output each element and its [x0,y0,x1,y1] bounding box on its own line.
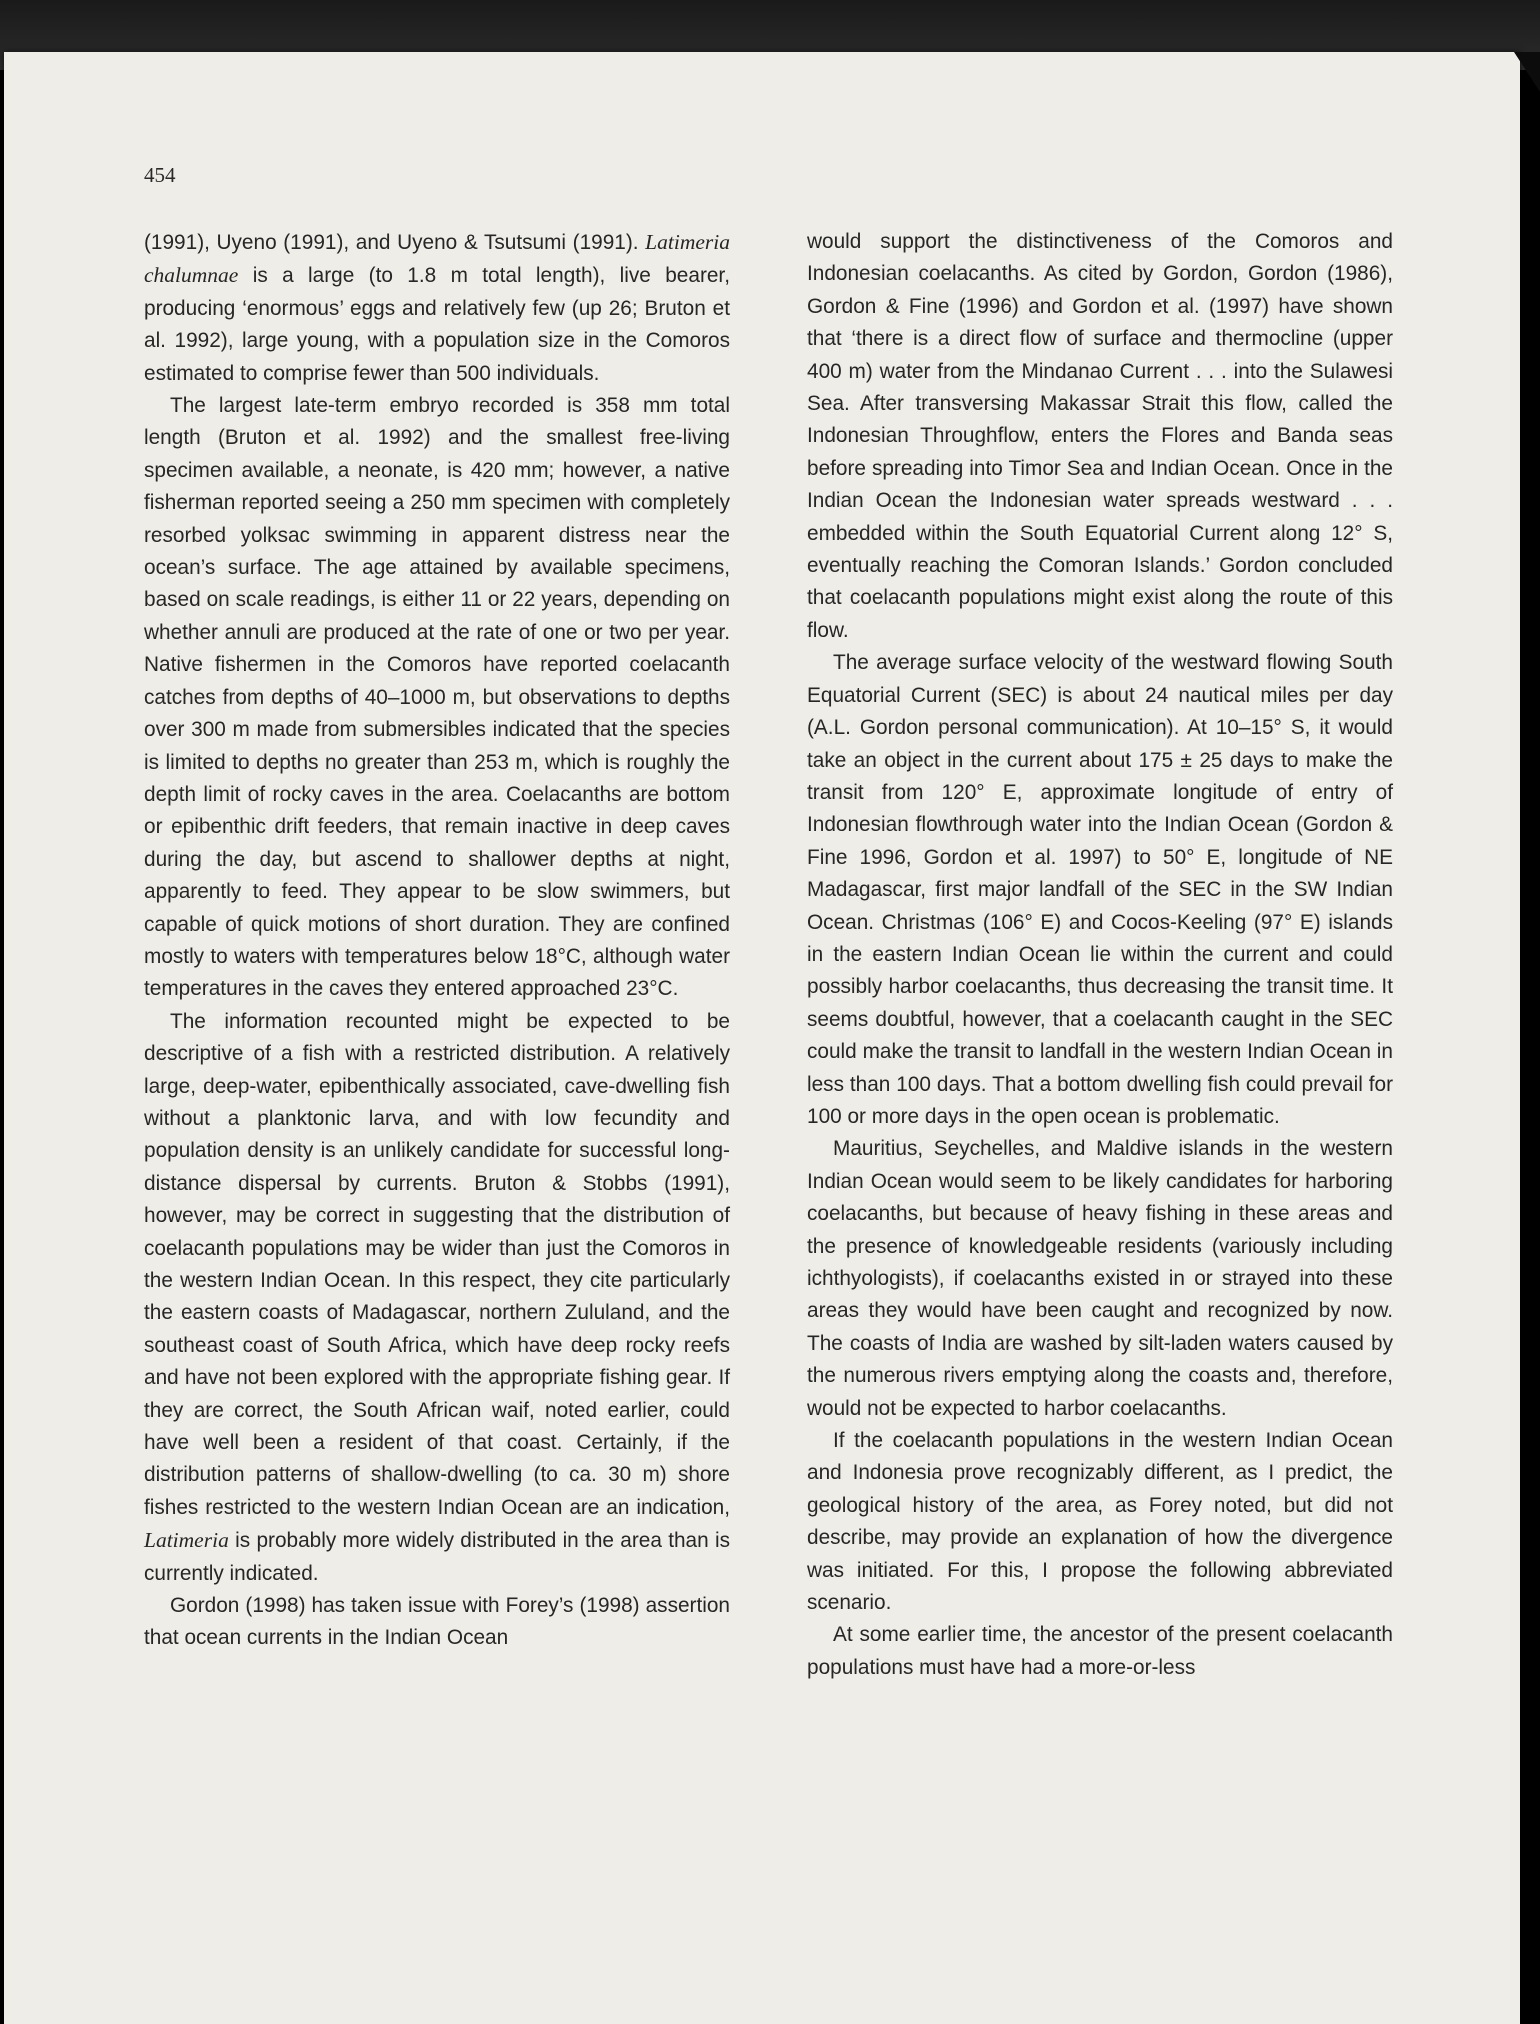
paragraph: The average surface velocity of the westward flowing South Equatorial Current (SEC) is about 24 nautical miles per day (A.L. Gordon personal communication). At 10–15° S, it would take an object in the current about 175 ± 25 days to make the transit from 120° E, approximate longitude of entry of Indonesian flowthrough water into the Indian Ocean (Gordon & Fine 1996, Gordon et al. 1997) to 50° E, longitude of NE Madagascar, first major landfall of the SEC in the SW Indian Ocean. Christmas (106° E) and Cocos-Keeling (97° E) islands in the eastern Indian Ocean lie within the current and could possibly harbor coelacanths, thus decreasing the transit time. It seems doubtful, however, that a coelacanth caught in the SEC could make the transit to landfall in the western Indian Ocean in less than 100 days. That a bottom dwelling fish could prevail for 100 or more days in the open ocean is problematic. [807,651,1393,1128]
paragraph: The largest late-term embryo recorded is 358 mm total length (Bruton et al. 1992) and the smallest free-living specimen available, a neonate, is 420 mm; however, a native fisherman reported seeing a 250 mm specimen with completely resorbed yolksac swimming in apparent distress near the ocean’s surface. The age attained by available specimens, based on scale readings, is either 11 or 22 years, depending on whether annuli are produced at the rate of one or two per year. Native fishermen in the Comoros have reported coelacanth catches from depths of 40–1000 m, but observations to depths over 300 m made from submersibles indicated that the species is limited to depths no greater than 253 m, which is roughly the depth limit of rocky caves in the area. Coelacanths are bottom or epibenthic drift feeders, that remain inactive in deep caves during the day, but ascend to shallower depths at night, apparently to feed. They appear to be slow swimmers, but capable of quick motions of short duration. They are confined mostly to waters with temperatures below 18°C, although water temperatures in the caves they entered approached 23°C. [144,394,730,1001]
genus-name: Latimeria [144,1528,229,1553]
paragraph: Mauritius, Seychelles, and Maldive islands in the western Indian Ocean would seem to be likely candidates for harboring coelacanths, but because of heavy fishing in these areas and the presence of knowledgeable residents (variously including ichthyologists), if coelacanths existed in or strayed into these areas they would have been caught and recognized by now. The coasts of India are washed by silt-laden waters caused by the numerous rivers emptying along the coasts and, therefore, would not be expected to harbor coelacanths. [807,1137,1393,1420]
paragraph: If the coelacanth populations in the western Indian Ocean and Indonesia prove recognizably different, as I predict, the geological history of the area, as Forey noted, but did not describe, may provide an explanation of how the divergence was initiated. For this, I propose the following abbreviated scenario. [807,1429,1393,1615]
page-number: 454 [144,163,176,187]
right-column [807,226,1393,1684]
paragraph: Gordon (1998) has taken issue with Forey’s (1998) assertion that ocean currents in the Indian Ocean [144,1594,730,1650]
paragraph: would support the distinctiveness of the Comoros and Indonesian coelacanths. As cited by Gordon, Gordon (1986), Gordon & Fine (1996) and Gordon et al. (1997) have shown that ‘there is a direct flow of surface and thermocline (upper 400 m) water from the Mindanao Current . . . into the Sulawesi Sea. After transversing Makassar Strait this flow, called the Indonesian Throughflow, enters the Flores and Banda seas before spreading into Timor Sea and Indian Ocean. Once in the Indian Ocean the Indonesian water spreads westward . . . embedded within the South Equatorial Current along 12° S, eventually reaching the Comoran Islands.’ Gordon concluded that coelacanth populations might exist along the route of this flow. [807,230,1393,642]
paragraph: (1991), Uyeno (1991), and Uyeno & Tsutsumi (1991). Latimeria chalumnae is a large (to 1.8 m total length), live bearer, producing ‘enormous’ eggs and relatively few (up 26; Bruton et al. 1992), large young, with a population size in the Comoros estimated to comprise fewer than 500 individuals. [144,230,730,385]
paragraph: At some earlier time, the ancestor of the present coelacanth populations must have had a more-or-less [807,1623,1393,1679]
left-column [144,226,730,1655]
species-name: Latimeria chalumnae [144,230,730,288]
paragraph: The information recounted might be expected to be descriptive of a fish with a restricted distribution. A relatively large, deep-water, epibenthically associated, cave-dwelling fish without a planktonic larva, and with low fecundity and population density is an unlikely candidate for successful long-distance dispersal by currents. Bruton & Stobbs (1991), however, may be correct in suggesting that the distribution of coelacanth populations may be wider than just the Comoros in the western Indian Ocean. In this respect, they cite particularly the eastern coasts of Madagascar, northern Zululand, and the southeast coast of South Africa, which have deep rocky reefs and have not been explored with the appropriate fishing gear. If they are correct, the South African waif, noted earlier, could have well been a resident of that coast. Certainly, if the distribution patterns of shallow-dwelling (to ca. 30 m) shore fishes restricted to the western Indian Ocean are an indication, Latimeria is probably more widely distributed in the area than is currently indicated. [144,1009,730,1585]
